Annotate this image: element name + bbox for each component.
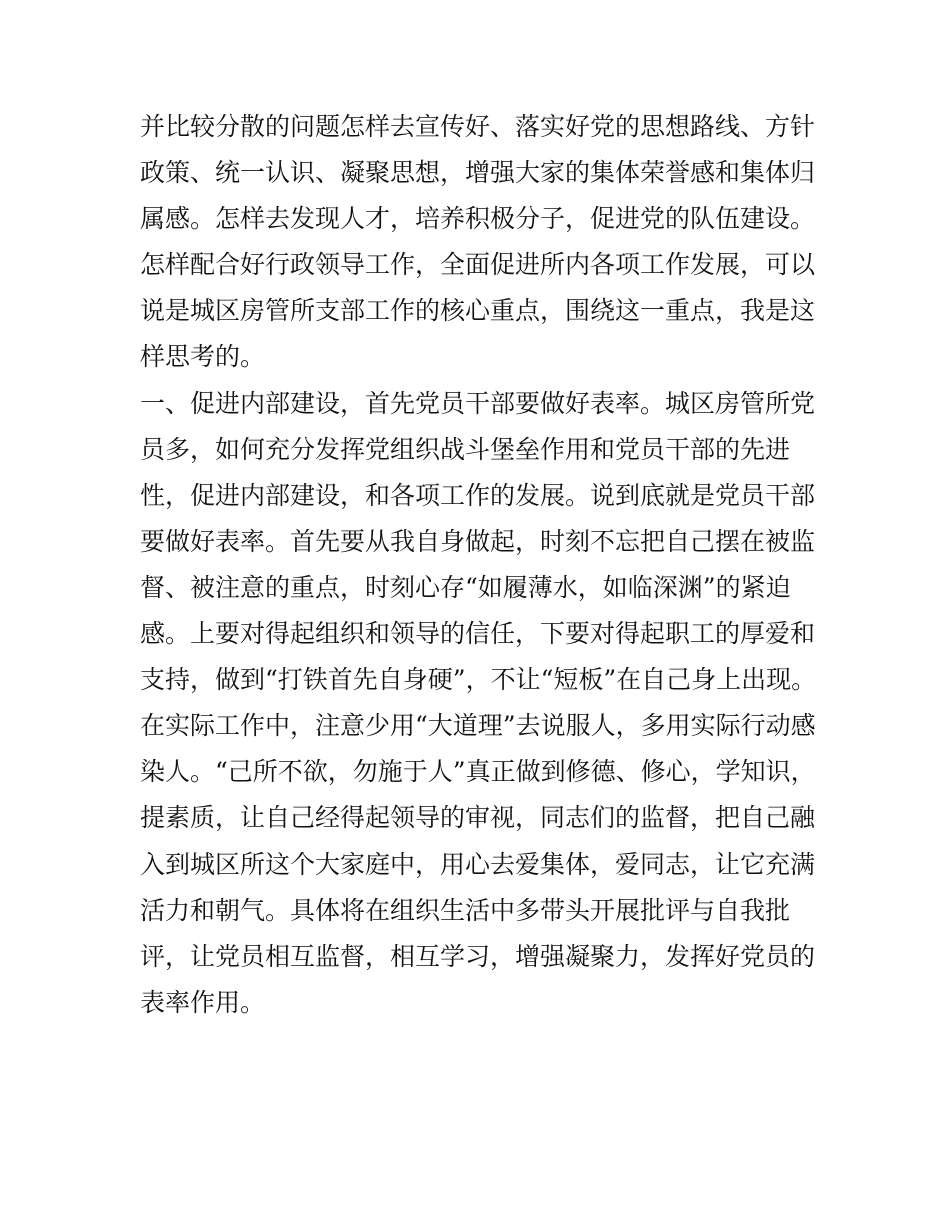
text-line: 怎样配合好行政领导工作，全面促进所内各项工作发展，可以 (140, 250, 816, 280)
text-line: 评，让党员相互监督，相互学习，增强凝聚力，发挥好党员的 (140, 941, 816, 971)
text-line: 一、促进内部建设，首先党员干部要做好表率。城区房管所党 (140, 388, 816, 418)
text-line: 员多，如何充分发挥党组织战斗堡垒作用和党员干部的先进 (140, 434, 791, 464)
text-line: 活力和朝气。具体将在组织生活中多带头开展批评与自我批 (140, 895, 791, 925)
text-line: 性，促进内部建设，和各项工作的发展。说到底就是党员干部 (140, 480, 816, 510)
document-body (140, 104, 820, 1026)
text-line: 说是城区房管所支部工作的核心重点，围绕这一重点，我是这 (140, 296, 816, 326)
text-line: 支持，做到“打铁首先自身硬”，不让“短板”在自己身上出现。 (140, 665, 817, 695)
text-line: 属感。怎样去发现人才，培养积极分子，促进党的队伍建设。 (140, 204, 816, 234)
text-line: 政策、统一认识、凝聚思想，增强大家的集体荣誉感和集体归 (140, 158, 816, 188)
text-line: 在实际工作中，注意少用“大道理”去说服人，多用实际行动感 (140, 711, 816, 741)
text-line: 样思考的。 (140, 342, 266, 372)
text-line: 并比较分散的问题怎样去宣传好、落实好党的思想路线、方针 (140, 112, 816, 141)
text-line: 要做好表率。首先要从我自身做起，时刻不忘把自己摆在被监 (140, 526, 816, 556)
text-line: 表率作用。 (140, 987, 266, 1017)
text-line: 入到城区所这个大家庭中，用心去爱集体，爱同志，让它充满 (140, 849, 816, 879)
text-line: 感。上要对得起组织和领导的信任，下要对得起职工的厚爱和 (140, 619, 816, 649)
text-line: 染人。“己所不欲，勿施于人”真正做到修德、修心，学知识， (140, 757, 816, 787)
text-line: 提素质，让自己经得起领导的审视，同志们的监督，把自己融 (140, 803, 816, 833)
text-line: 督、被注意的重点，时刻心存“如履薄水，如临深渊”的紧迫 (140, 572, 791, 602)
